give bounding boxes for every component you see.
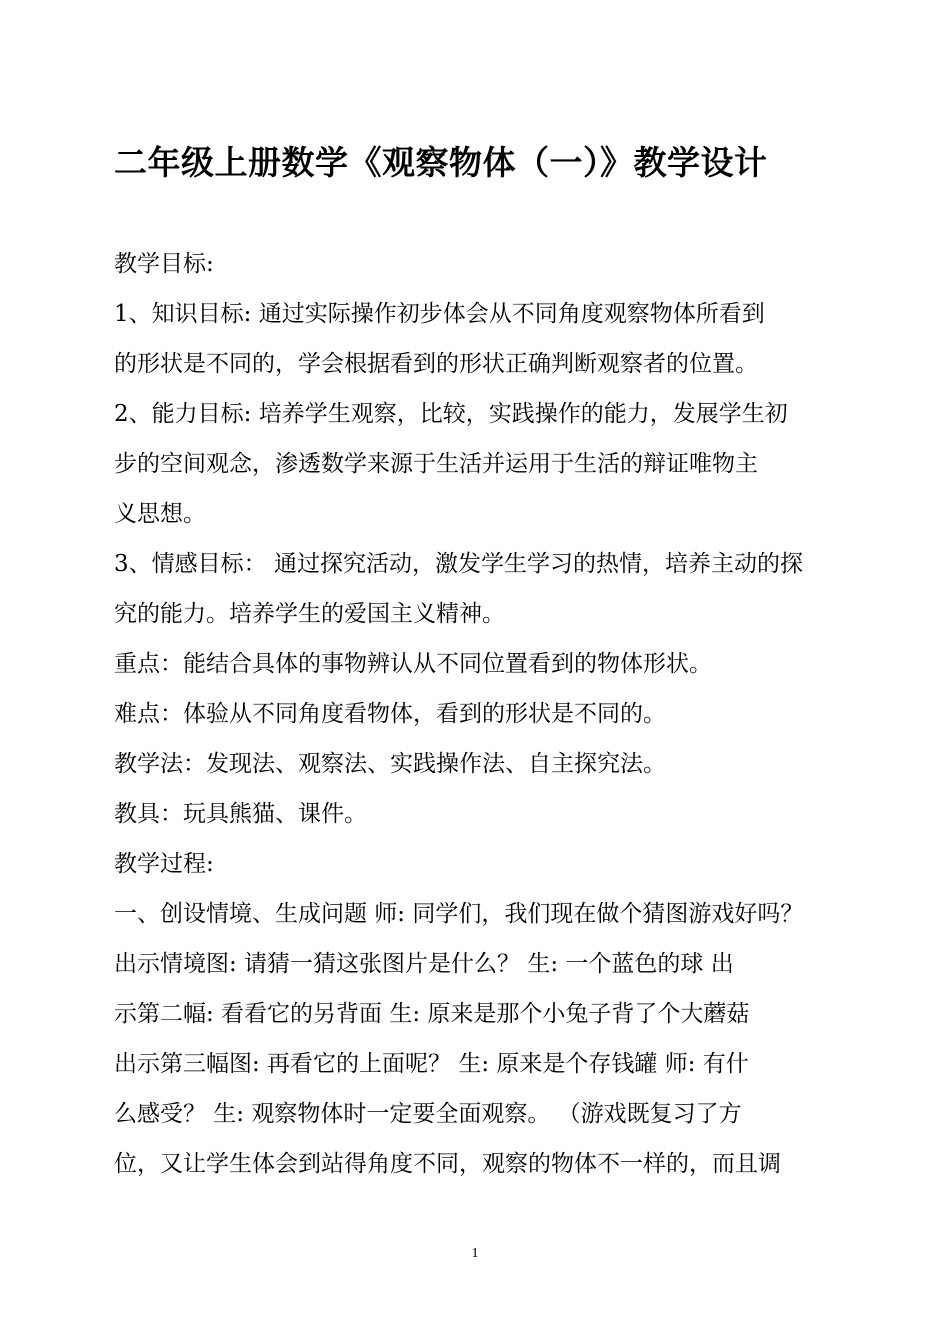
text-line: 教学法：发现法、观察法、实践操作法、自主探究法。 bbox=[114, 751, 666, 777]
text-line: 难点：体验从不同角度看物体，看到的形状是不同的。 bbox=[114, 701, 666, 727]
text-line: 步的空间观念，渗透数学来源于生活并运用于生活的辩证唯物主 bbox=[114, 451, 758, 477]
page-number: 1 bbox=[471, 1246, 479, 1261]
text-line: 教学目标: bbox=[114, 251, 214, 277]
text-line: 示第二幅: 看看它的另背面 生: 原来是那个小兔子背了个大蘑菇 bbox=[114, 1001, 750, 1027]
text-line: 究的能力。培养学生的爱国主义精神。 bbox=[114, 601, 505, 627]
text-line: 3、情感目标： 通过探究活动，激发学生学习的热情，培养主动的探 bbox=[114, 551, 803, 577]
text-line: 一、创设情境、生成问题 师: 同学们，我们现在做个猜图游戏好吗？ bbox=[114, 901, 804, 927]
text-line: 教学过程: bbox=[114, 851, 214, 877]
document-title: 二年级上册数学《观察物体（一）》教学设计 bbox=[114, 143, 768, 182]
document-body bbox=[114, 239, 854, 1189]
text-line: 位，又让学生体会到站得角度不同，观察的物体不一样的，而且调 bbox=[114, 1151, 781, 1177]
text-line: 教具：玩具熊猫、课件。 bbox=[114, 801, 367, 827]
text-line: 1、知识目标: 通过实际操作初步体会从不同角度观察物体所看到 bbox=[114, 301, 765, 327]
text-line: 2、能力目标: 培养学生观察，比较，实践操作的能力，发展学生初 bbox=[114, 401, 788, 427]
text-line: 出示第三幅图: 再看它的上面呢？ 生: 原来是个存钱罐 师: 有什 bbox=[114, 1051, 749, 1077]
text-line: 重点：能结合具体的事物辨认从不同位置看到的物体形状。 bbox=[114, 651, 712, 677]
text-line: 出示情境图: 请猜一猜这张图片是什么？ 生: 一个蓝色的球 出 bbox=[114, 951, 734, 977]
text-line: 么感受？ 生: 观察物体时一定要全面观察。 （游戏既复习了方 bbox=[114, 1101, 742, 1127]
text-line: 的形状是不同的，学会根据看到的形状正确判断观察者的位置。 bbox=[114, 351, 758, 377]
text-line: 义思想。 bbox=[114, 501, 206, 527]
